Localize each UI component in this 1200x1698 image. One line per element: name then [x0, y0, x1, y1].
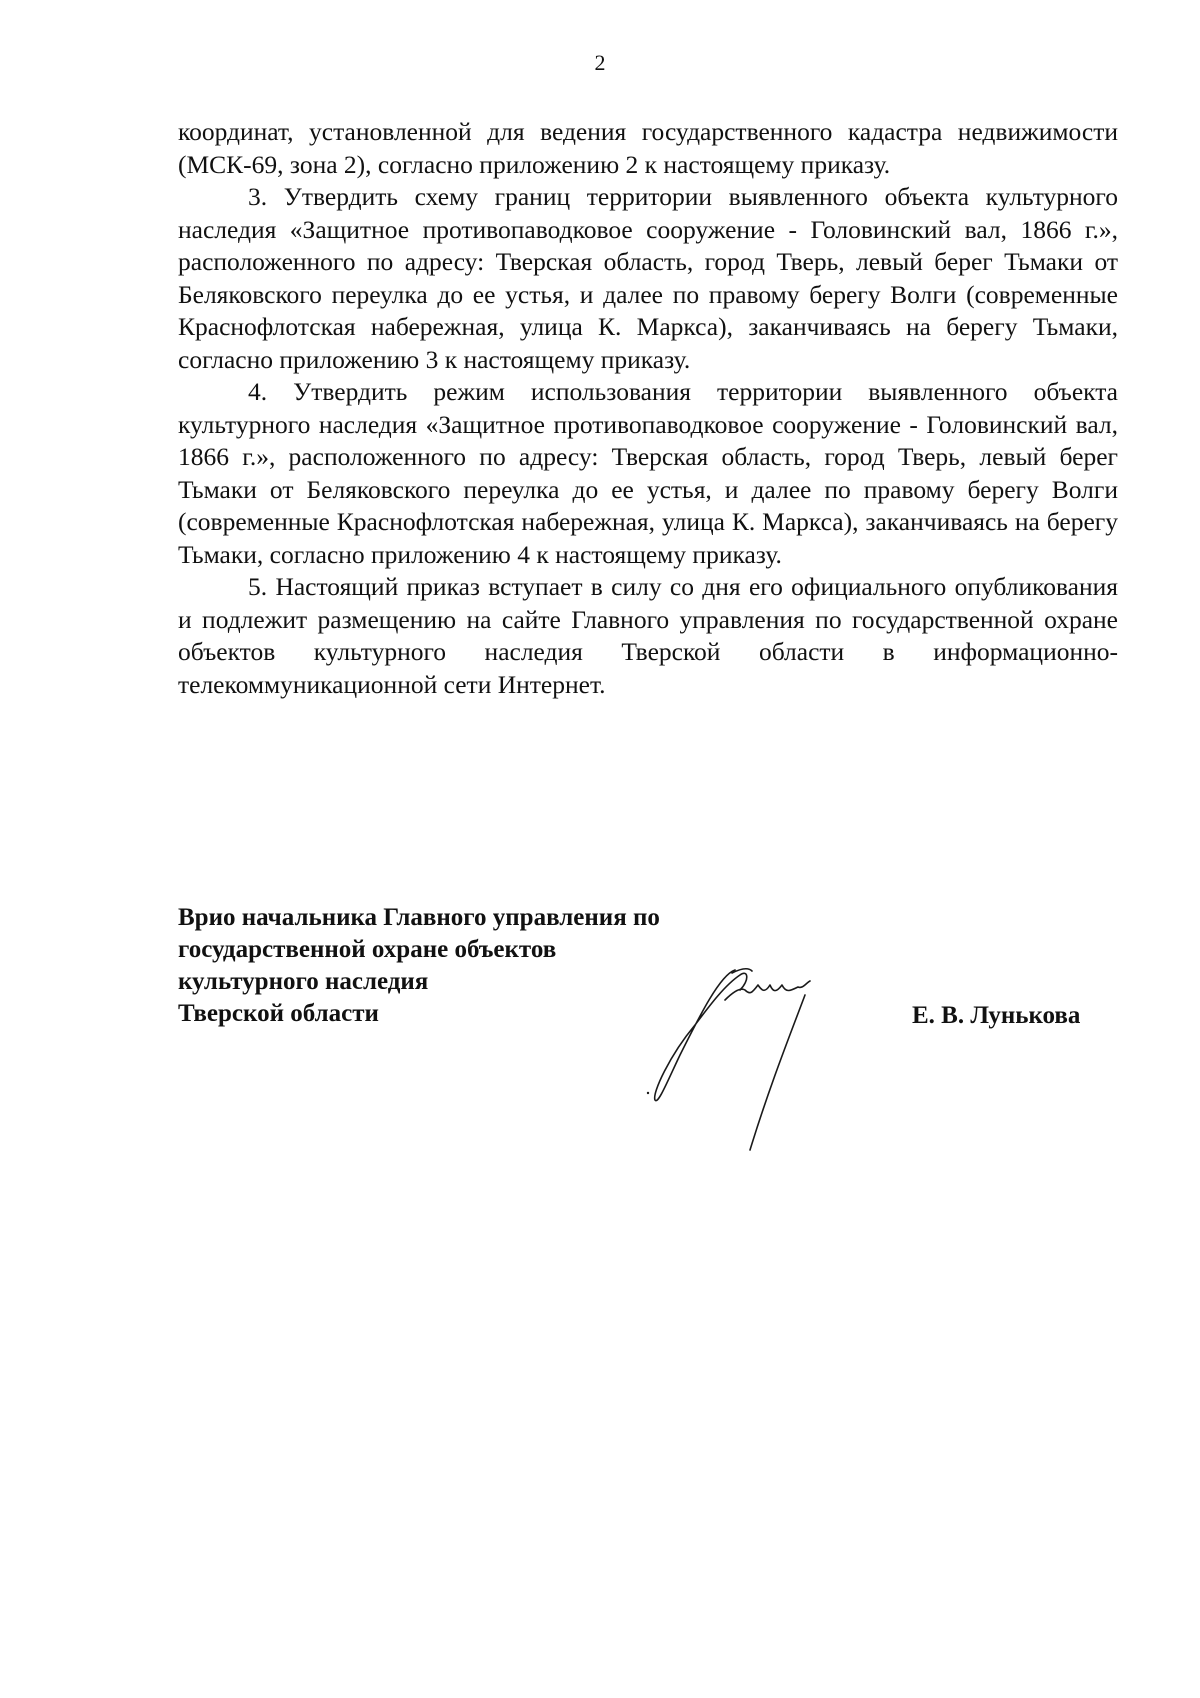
signatory-title: [178, 902, 660, 1030]
page-number: 2: [594, 50, 606, 75]
paragraph-item-3: 3. Утвердить схему границ территории выявленного объекта культурного наследия «Защитное противопаводковое сооружение - Головинский вал, 1866 г.», расположенного по адресу: Тверская область, город Тверь, левый берег Тьмаки от Беляковского переулка до ее устья, и далее по правому берегу Волги (современные Краснофлотская набережная, улица К. Маркса), заканчиваясь на берегу Тьмаки, согласно приложению 3 к настоящему приказу.: [178, 182, 1118, 374]
handwritten-signature: [640, 945, 860, 1175]
document-body: [178, 116, 1118, 701]
signatory-title-line: государственной охране объектов: [178, 936, 557, 963]
paragraph-continuation: координат, установленной для ведения государственного кадастра недвижимости (МСК-69, зона 2), согласно приложению 2 к настоящему приказу.: [178, 117, 1118, 179]
signatory-title-line: Врио начальника Главного управления по: [178, 904, 660, 931]
signatory-title-line: Тверской области: [178, 1000, 379, 1027]
paragraph-item-4: 4. Утвердить режим использования территории выявленного объекта культурного наследия «Защитное противопаводковое сооружение - Головинский вал, 1866 г.», расположенного по адресу: Тверская область, город Тверь, левый берег Тьмаки от Беляковского переулка до ее устья, и далее по правому берегу Волги (современные Краснофлотская набережная, улица К. Маркса), заканчиваясь на берегу Тьмаки, согласно приложению 4 к настоящему приказу.: [178, 377, 1118, 569]
signatory-title-line: культурного наследия: [178, 968, 429, 995]
paragraph-item-5: 5. Настоящий приказ вступает в силу со дня его официального опубликования и подлежит размещению на сайте Главного управления по государственной охране объектов культурного наследия Тверской области в информационно-телекоммуникационной сети Интернет.: [178, 572, 1118, 699]
signatory-name: Е. В. Лунькова: [912, 1002, 1081, 1029]
